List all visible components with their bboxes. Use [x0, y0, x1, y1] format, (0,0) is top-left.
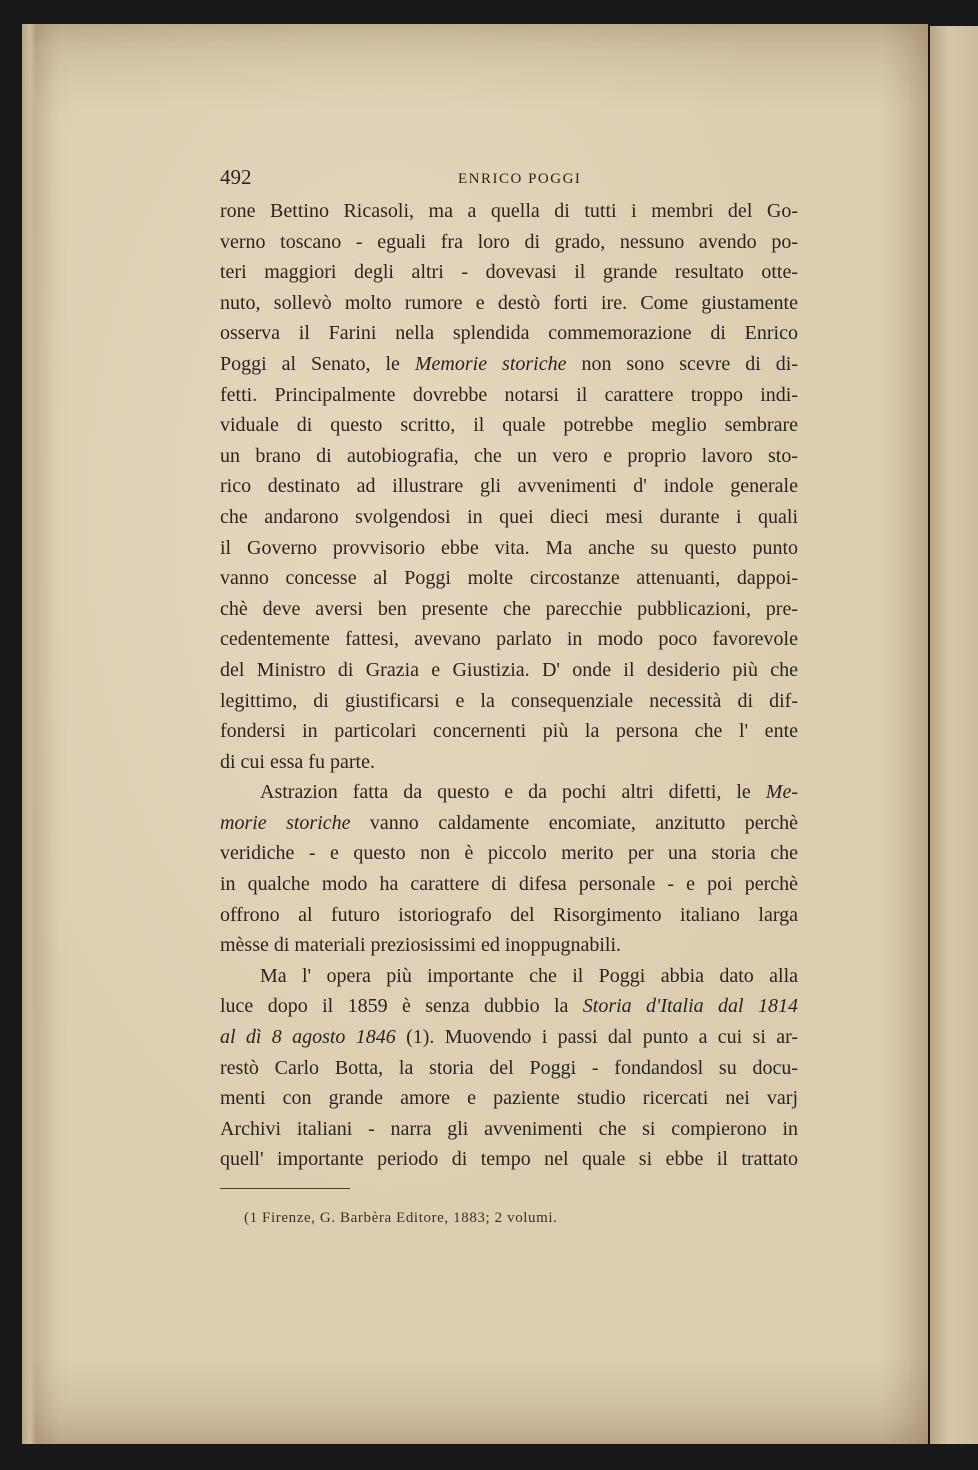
text-line [220, 1114, 798, 1145]
page-number: 492 [220, 165, 252, 189]
text-line [220, 961, 798, 992]
text-run: veridiche - e questo non è piccolo merito per una storia che [220, 842, 798, 865]
text-run: Astrazion fatta da questo e da pochi altri difetti, le [260, 781, 766, 804]
text-run: non sono scevre di di- [566, 352, 798, 375]
adjacent-page-edge [930, 26, 978, 1444]
page-gutter-shadow [22, 24, 36, 1444]
text-run: vanno concesse al Poggi molte circostanze attenuanti, dappoi- [220, 567, 798, 590]
text-run: verno toscano - eguali fra loro di grado, nessuno avendo po- [220, 230, 798, 253]
text-run: Archivi italiani - narra gli avvenimenti che si compierono in [220, 1117, 798, 1140]
running-title: ENRICO POGGI [458, 171, 582, 187]
footnote: (1 Firenze, G. Barbèra Editore, 1883; 2 volumi. [244, 1210, 558, 1226]
text-line [220, 318, 798, 349]
text-line [220, 655, 798, 686]
text-line [220, 196, 798, 227]
text-block [220, 164, 798, 1175]
text-run: (1). Muovendo i passi dal punto a cui si ar- [395, 1026, 798, 1049]
text-run: del Ministro di Grazia e Giustizia. D' onde il desiderio più che [220, 658, 798, 681]
text-line [220, 441, 798, 472]
text-line [220, 1053, 798, 1084]
text-run: quell' importante periodo di tempo nel quale si ebbe il trattato [220, 1148, 798, 1171]
text-run: cedentemente fattesi, avevano parlato in modo poco favorevole [220, 628, 798, 651]
text-run: viduale di questo scritto, il quale potrebbe meglio sembrare [220, 414, 798, 437]
text-run: teri maggiori degli altri - dovevasi il grande resultato otte- [220, 261, 798, 284]
text-line [220, 533, 798, 564]
text-run: mèsse di materiali preziosissimi ed inoppugnabili. [220, 934, 622, 957]
italic-title: Me- [765, 781, 798, 804]
text-line [220, 686, 798, 717]
text-line [220, 288, 798, 319]
text-line [220, 563, 798, 594]
text-run: vanno caldamente encomiate, anzitutto perchè [350, 811, 798, 834]
text-run: menti con grande amore e paziente studio ricercati nei varj [220, 1087, 798, 1110]
footnote-rule [220, 1188, 350, 1189]
body-text [220, 196, 798, 1175]
text-line [220, 900, 798, 931]
text-run: legittimo, di giustificarsi e la consequenziale necessità di dif- [220, 689, 798, 712]
text-line [220, 502, 798, 533]
text-line [220, 716, 798, 747]
text-run: Ma l' opera più importante che il Poggi abbia dato alla [260, 964, 798, 987]
text-line [220, 349, 798, 380]
text-line [220, 838, 798, 869]
text-line [220, 1083, 798, 1114]
running-head [220, 164, 798, 196]
text-line [220, 380, 798, 411]
text-run: offrono al futuro istoriografo del Risorgimento italiano larga [220, 903, 798, 926]
text-run: rone Bettino Ricasoli, ma a quella di tutti i membri del Go- [220, 200, 798, 222]
text-line [220, 777, 798, 808]
italic-title: morie storiche [220, 811, 351, 834]
text-line [220, 991, 798, 1022]
italic-title: al dì 8 agosto 1846 [220, 1026, 396, 1049]
text-line [220, 624, 798, 655]
text-line [220, 594, 798, 625]
text-run: nuto, sollevò molto rumore e destò forti ire. Come giustamente [220, 291, 798, 314]
italic-title: Memorie storiche [414, 352, 567, 375]
text-run: osserva il Farini nella splendida commemorazione di Enrico [220, 322, 798, 345]
text-run: il Governo provvisorio ebbe vita. Ma anche su questo punto [220, 536, 798, 559]
text-line [220, 930, 798, 961]
text-line [220, 808, 798, 839]
text-line [220, 257, 798, 288]
text-line [220, 227, 798, 258]
text-line [220, 869, 798, 900]
italic-title: Storia d'Italia dal 1814 [582, 995, 798, 1018]
text-line [220, 410, 798, 441]
text-run: un brano di autobiografia, che un vero e proprio lavoro sto- [220, 444, 798, 467]
text-run: fondersi in particolari concernenti più la persona che l' ente [220, 720, 798, 743]
text-run: chè deve aversi ben presente che parecchie pubblicazioni, pre- [220, 597, 798, 620]
text-line [220, 471, 798, 502]
text-line [220, 1022, 798, 1053]
text-run: che andarono svolgendosi in quei dieci mesi durante i quali [220, 505, 798, 528]
text-run: di cui essa fu parte. [220, 750, 375, 773]
text-run: Poggi al Senato, le [220, 352, 415, 375]
text-run: in qualche modo ha carattere di difesa personale - e poi perchè [220, 873, 798, 896]
text-line [220, 747, 798, 778]
text-run: luce dopo il 1859 è senza dubbio la [220, 995, 583, 1018]
text-run: restò Carlo Botta, la storia del Poggi - fondandosl su docu- [220, 1056, 798, 1079]
text-run: rico destinato ad illustrare gli avvenimenti d' indole generale [220, 475, 798, 498]
text-run: fetti. Principalmente dovrebbe notarsi il carattere troppo indi- [220, 383, 798, 406]
text-line [220, 1144, 798, 1175]
